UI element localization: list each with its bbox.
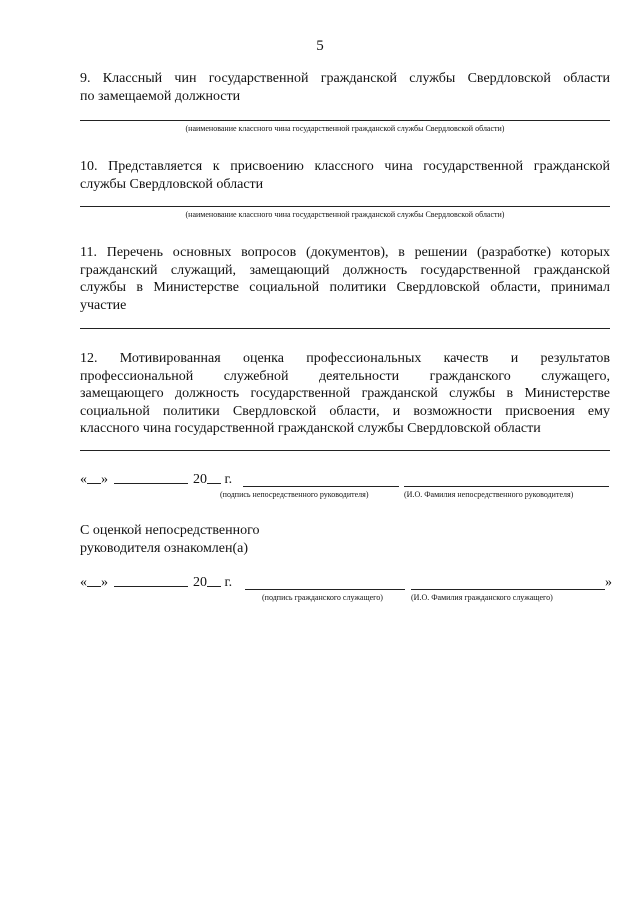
employee-month-field[interactable] — [114, 573, 188, 587]
employee-name-caption: (И.О. Фамилия гражданского служащего) — [411, 593, 553, 602]
item-12-line-2: профессиональной служебной деятельности гражданского служащего, — [80, 368, 610, 384]
employee-day-field[interactable] — [87, 573, 101, 587]
manager-day-field[interactable] — [87, 470, 101, 484]
item-9-line-1: 9. Классный чин государственной гражданской службы Свердловской области — [80, 71, 610, 86]
employee-year-field[interactable] — [207, 573, 221, 587]
manager-signature-line[interactable] — [243, 486, 399, 487]
manager-name-caption: (И.О. Фамилия непосредственного руководителя) — [404, 490, 574, 499]
manager-date-open-quote: « — [80, 472, 87, 487]
acknowledgement-text — [80, 522, 259, 558]
employee-year-suffix: г. — [224, 575, 233, 590]
manager-name-line[interactable] — [404, 486, 609, 487]
employee-signature-caption: (подпись гражданского служащего) — [262, 593, 383, 602]
manager-date-row — [80, 470, 232, 488]
item-10-line-1: 10. Представляется к присвоению классного чина государственной гражданской — [80, 159, 610, 174]
employee-year-prefix: 20 — [193, 575, 207, 590]
item-9-caption: (наименование классного чина государственной гражданской службы Свердловской области) — [185, 124, 505, 133]
acknowledgement-line-2: руководителя ознакомлен(а) — [80, 541, 249, 556]
item-12-fill-line[interactable] — [80, 450, 610, 451]
item-10-fill-line[interactable] — [80, 206, 610, 207]
employee-date-row — [80, 573, 232, 591]
employee-date-close-quote: » — [101, 575, 108, 590]
item-11-line-3: службы в Министерстве социальной политики Свердловской области, принимал — [80, 280, 610, 295]
manager-date-close-quote: » — [101, 472, 108, 487]
item-12-text — [80, 350, 610, 438]
item-10-caption: (наименование классного чина государственной гражданской службы Свердловской области) — [185, 210, 505, 219]
item-11-fill-line[interactable] — [80, 328, 610, 329]
item-12-line-4: социальной политики Свердловской области, и возможности присвоения ему — [80, 403, 610, 419]
item-9-fill-line[interactable] — [80, 120, 610, 121]
employee-end-quote: » — [605, 575, 612, 590]
item-10-text — [80, 158, 610, 193]
item-12-line-1: 12. Мотивированная оценка профессиональных качеств и результатов — [80, 351, 610, 366]
item-12-line-3: замещающего должность государственной гражданской службы в Министерстве — [80, 386, 610, 401]
employee-date-open-quote: « — [80, 575, 87, 590]
item-9-text — [80, 70, 610, 105]
manager-year-prefix: 20 — [193, 472, 207, 487]
item-11-line-4: участие — [80, 297, 127, 313]
page-number: 5 — [316, 38, 324, 54]
manager-month-field[interactable] — [114, 470, 188, 484]
manager-year-suffix: г. — [224, 472, 233, 487]
item-9-line-2: по замещаемой должности — [80, 88, 241, 104]
employee-name-line[interactable] — [411, 589, 605, 590]
manager-signature-caption: (подпись непосредственного руководителя) — [220, 490, 369, 499]
manager-year-field[interactable] — [207, 470, 221, 484]
acknowledgement-line-1: С оценкой непосредственного — [80, 523, 260, 538]
employee-signature-line[interactable] — [245, 589, 405, 590]
item-11-line-1: 11. Перечень основных вопросов (документов), в решении (разработке) которых — [80, 245, 610, 260]
item-11-line-2: гражданский служащий, замещающий должность государственной гражданской — [80, 262, 610, 278]
item-12-line-5: классного чина государственной гражданской службы Свердловской области — [80, 421, 541, 436]
item-11-text — [80, 244, 610, 314]
item-10-line-2: службы Свердловской области — [80, 176, 264, 192]
